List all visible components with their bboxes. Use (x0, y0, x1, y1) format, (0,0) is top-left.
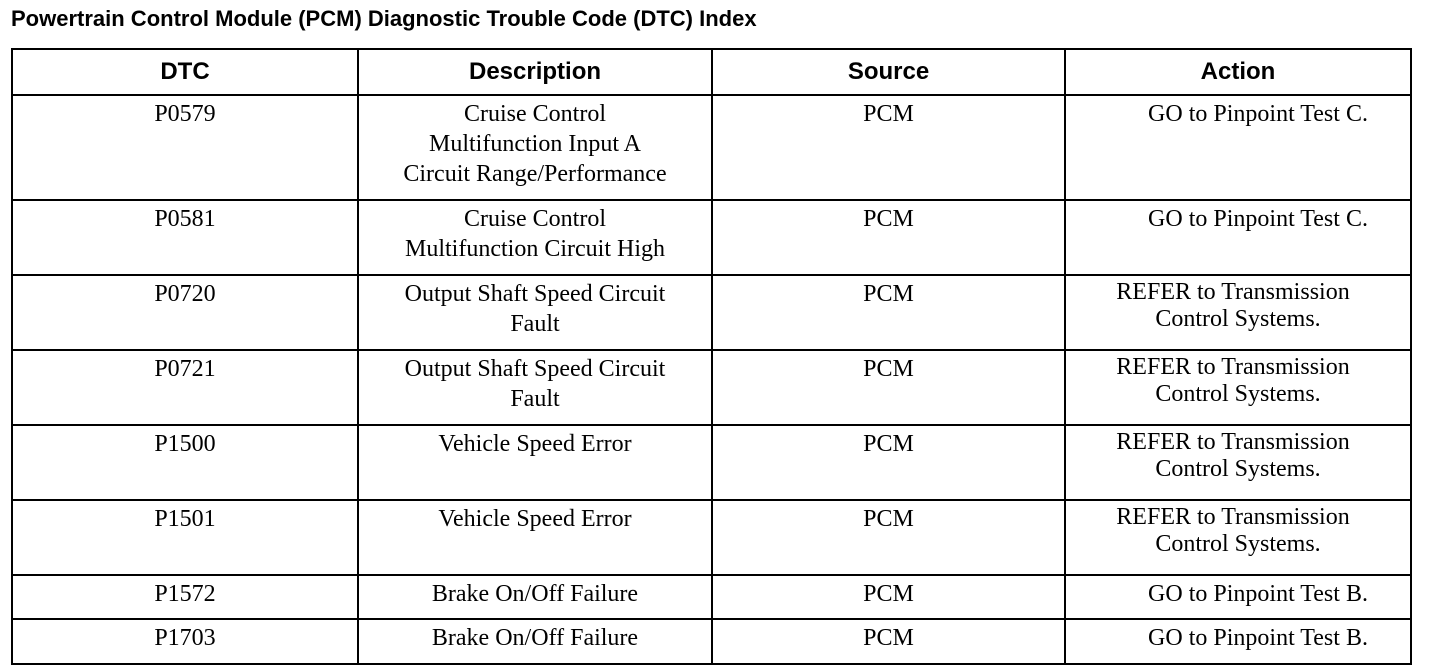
description-line: Cruise Control (464, 101, 606, 127)
description-cell (358, 200, 712, 275)
action-cell (1065, 275, 1411, 350)
action-line: Control Systems. (1155, 381, 1321, 407)
action-line: GO to Pinpoint Test B. (1148, 625, 1368, 651)
action-line: REFER to Transmission (1116, 429, 1350, 455)
description-line: Brake On/Off Failure (431, 581, 639, 607)
action-line: GO to Pinpoint Test B. (1148, 581, 1368, 607)
action-line: GO to Pinpoint Test C. (1148, 101, 1368, 127)
dtc-code-cell: P1572 (12, 575, 358, 619)
table-row (12, 200, 1411, 275)
table-row (12, 500, 1411, 575)
dtc-code-cell: P1501 (12, 500, 358, 575)
description-line: Fault (510, 311, 560, 337)
source-cell: PCM (712, 350, 1065, 425)
table-body (12, 95, 1411, 664)
action-line: Control Systems. (1155, 531, 1321, 557)
action-cell (1065, 619, 1411, 664)
description-line: Vehicle Speed Error (438, 506, 632, 532)
description-cell (358, 95, 712, 200)
action-line: GO to Pinpoint Test C. (1148, 206, 1368, 232)
description-line: Output Shaft Speed Circuit (404, 356, 666, 382)
dtc-index-table (11, 48, 1412, 665)
action-line: Control Systems. (1155, 306, 1321, 332)
description-cell (358, 500, 712, 575)
column-header-action: Action (1065, 49, 1411, 95)
column-header-description: Description (358, 49, 712, 95)
table-row (12, 619, 1411, 664)
source-cell: PCM (712, 275, 1065, 350)
source-cell: PCM (712, 425, 1065, 500)
source-cell: PCM (712, 95, 1065, 200)
description-line: Fault (510, 386, 560, 412)
table-row (12, 95, 1411, 200)
description-line: Cruise Control (464, 206, 606, 232)
source-cell: PCM (712, 619, 1065, 664)
action-cell (1065, 95, 1411, 200)
description-line: Brake On/Off Failure (431, 625, 639, 651)
description-cell (358, 350, 712, 425)
table-row (12, 275, 1411, 350)
description-cell (358, 425, 712, 500)
source-cell: PCM (712, 500, 1065, 575)
description-cell (358, 619, 712, 664)
description-line: Vehicle Speed Error (438, 431, 632, 457)
description-cell (358, 575, 712, 619)
table-row (12, 425, 1411, 500)
action-cell (1065, 425, 1411, 500)
action-line: Control Systems. (1155, 456, 1321, 482)
dtc-code-cell: P0721 (12, 350, 358, 425)
dtc-code-cell: P0579 (12, 95, 358, 200)
dtc-code-cell: P1703 (12, 619, 358, 664)
action-cell (1065, 575, 1411, 619)
dtc-code-cell: P0720 (12, 275, 358, 350)
description-line: Multifunction Circuit High (405, 236, 665, 262)
description-cell (358, 275, 712, 350)
column-header-source: Source (712, 49, 1065, 95)
action-line: REFER to Transmission (1116, 354, 1350, 380)
page-title: Powertrain Control Module (PCM) Diagnostic Trouble Code (DTC) Index (11, 6, 757, 31)
column-header-dtc: DTC (12, 49, 358, 95)
action-cell (1065, 500, 1411, 575)
source-cell: PCM (712, 575, 1065, 619)
dtc-code-cell: P0581 (12, 200, 358, 275)
source-cell: PCM (712, 200, 1065, 275)
description-line: Circuit Range/Performance (403, 161, 667, 187)
action-cell (1065, 200, 1411, 275)
table-header-row (12, 49, 1411, 95)
description-line: Output Shaft Speed Circuit (404, 281, 666, 307)
action-line: REFER to Transmission (1116, 279, 1350, 305)
action-cell (1065, 350, 1411, 425)
dtc-code-cell: P1500 (12, 425, 358, 500)
table-row (12, 575, 1411, 619)
description-line: Multifunction Input A (429, 131, 641, 157)
table-row (12, 350, 1411, 425)
action-line: REFER to Transmission (1116, 504, 1350, 530)
